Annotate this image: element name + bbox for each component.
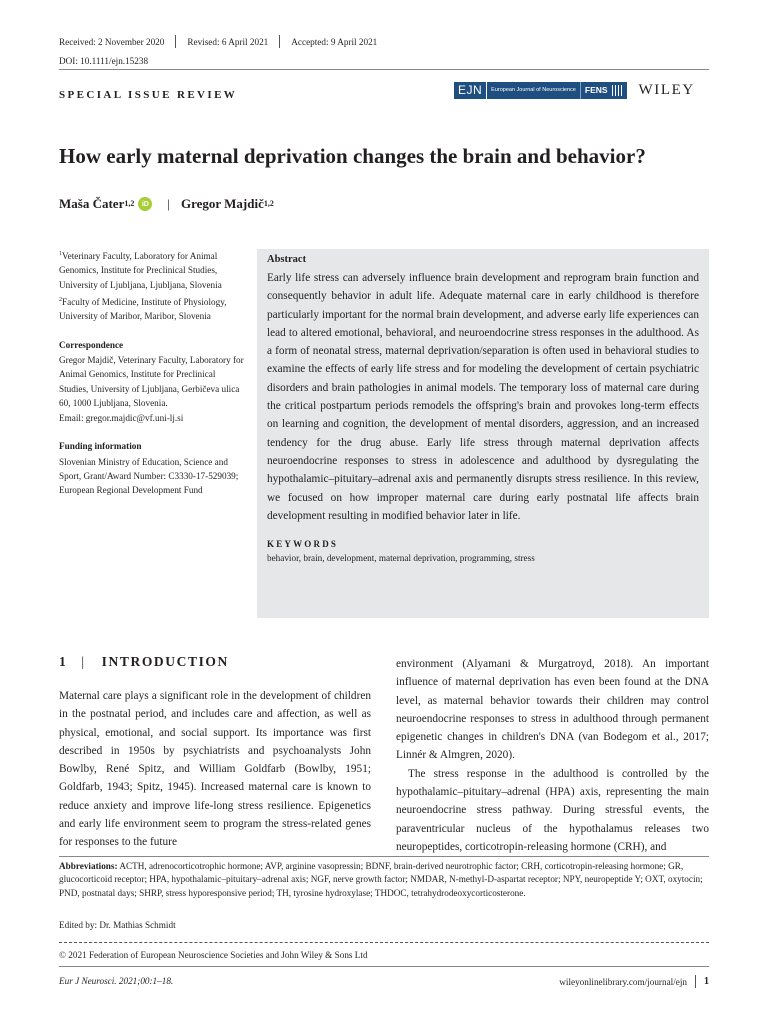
footnote-rule [59, 856, 709, 857]
affiliation-1-num: 1 [59, 251, 62, 257]
correspondence-email[interactable]: Email: gregor.majdic@vf.uni-lj.si [59, 413, 184, 424]
sidebar [59, 247, 247, 499]
fens-logo: FENS [580, 82, 612, 99]
affiliation-2-num: 2 [59, 296, 62, 303]
received-date: Received: 2 November 2020 [59, 36, 165, 47]
affiliation-2 [59, 293, 247, 324]
author-separator: | [167, 196, 170, 211]
wiley-logo: WILEY [638, 82, 695, 98]
article-title: How early maternal deprivation changes the brain and behavior? [59, 144, 646, 168]
affiliation-2-text: Faculty of Medicine, Institute of Physiology, University of Maribor, Maribor, Slovenia [59, 297, 227, 322]
abstract-heading: Abstract [267, 254, 307, 265]
doi[interactable]: DOI: 10.1111/ejn.15238 [59, 56, 149, 66]
intro-right-column [396, 655, 709, 856]
keywords-list: behavior, brain, development, maternal deprivation, programming, stress [267, 553, 535, 564]
divider [279, 35, 280, 48]
section-number: 1 [59, 654, 68, 669]
author-2[interactable]: Gregor Majdič [180, 196, 264, 211]
author-1[interactable]: Maša Čater [59, 196, 125, 211]
correspondence-heading: Correspondence [59, 339, 124, 350]
introduction-heading [59, 654, 229, 670]
ejn-logo-short: EJN [454, 82, 487, 99]
affiliation-1 [59, 247, 247, 292]
author-line [59, 196, 274, 212]
abbreviations-label: Abbreviations: [59, 861, 118, 871]
section-separator: | [81, 654, 86, 669]
divider [175, 35, 176, 48]
ejn-logo [454, 82, 627, 99]
ejn-logo-full: European Journal of Neuroscience [491, 87, 576, 93]
article-dates [59, 35, 377, 48]
divider [695, 975, 696, 988]
abbreviations [59, 860, 709, 900]
correspondence-text: Gregor Majdič, Veterinary Faculty, Laboratory for Animal Genomics, Institute for Preclinical Studies, University of Ljubljana, Gerbičeva ulica 60, 1000 Ljubljana, Slovenia. [59, 354, 244, 408]
keywords-heading: KEYWORDS [267, 539, 339, 550]
copyright: © 2021 Federation of European Neuroscience Societies and John Wiley & Sons Ltd [59, 950, 368, 960]
page-footer [480, 975, 709, 988]
footer-rule [59, 966, 709, 967]
journal-logos [454, 82, 695, 99]
intro-paragraph-2: The stress response in the adulthood is controlled by the hypothalamic–pituitary–adrenal (HPA) axis, representing the main neuroendocrine stress pathway. During stressful events, the paraventricular nucleus of the hypothalamus releases two neuropeptides, corticotropin-releasing hormone (CRH), and [396, 767, 709, 853]
funding-text: Slovenian Ministry of Education, Science and Sport, Grant/Award Number: C3330-17-529039; European Regional Development Fund [59, 456, 239, 496]
revised-date: Revised: 6 April 2021 [187, 36, 269, 47]
dashed-rule [59, 942, 709, 943]
orcid-icon[interactable]: iD [138, 197, 152, 211]
fens-mark-icon [612, 85, 624, 96]
citation: Eur J Neurosci. 2021;00:1–18. [59, 976, 174, 986]
page-number: 1 [704, 976, 709, 987]
abstract-text: Early life stress can adversely influence brain development and reprogram brain function and consequently behavior in adult life. Adequate maternal care in early childhood is therefore particularly important for the normal brain development, and adverse early life experiences can lead to altered emotional, behavioral, and neuroendocrine stress responses in the adulthood. As a form of neonatal stress, maternal deprivation/separation is often used in behavioral studies to examine the effects of early life stress and for modeling the development of certain psychiatric disorders and brain pathologies in animal models. The temporary loss of maternal care during the critical postpartum periods remodels the offspring's brain and provokes long-term effects on learning and cognition, the development of mental disorders, aggression, and an increased tendency for the drug abuse. Early life stress through maternal deprivation affects neuroendocrine responses to stress in adolescence and adulthood by dysregulating the hypothalamic–pituitary–adrenal axis and permanently disrupts stress resilience. In this review, we focused on how improper maternal care during early postnatal life affects brain development resulting in modified behavior later in life. [267, 272, 699, 522]
author-1-affil: 1,2 [124, 198, 135, 208]
intro-paragraph-continued: environment (Alyamani & Murgatroyd, 2018). An important influence of maternal deprivation has even been found at the DNA level, as maternal behavior towards their children may control neuroendocrine responses to stress in adulthood through permanent epigenetic changes in children's DNA (van Bodegom et al., 2017; Linnér & Almgren, 2020). [396, 658, 709, 762]
edited-by: Edited by: Dr. Mathias Schmidt [59, 920, 176, 930]
intro-left-column [59, 687, 371, 852]
section-title: INTRODUCTION [101, 654, 229, 669]
author-2-affil: 1,2 [263, 198, 274, 208]
intro-paragraph-1: Maternal care plays a significant role in the development of children in the postnatal period, and includes care and affection, as well as physical, emotional, and social support. Its importance was first described in 1950s by psychiatrists and psychoanalysts John Bowlby, René Spitz, and William Goldfarb (Bowlby, 1951; Goldfarb, 1943; Spitz, 1945). Increased maternal care is known to reduce anxiety and improve life-long stress resilience. Epigenetics and early life environment seem to program the stress-related genes for responses to the future [59, 690, 371, 849]
journal-url[interactable]: wileyonlinelibrary.com/journal/ejn [559, 976, 687, 987]
abstract-box [257, 249, 709, 618]
abbreviations-text: ACTH, adrenocorticotrophic hormone; AVP, arginine vasopressin; BDNF, brain-derived neurotrophic factor; CRH, corticotropin-releasing hormone; GR, glucocorticoid receptor; HPA, hypothalamic–pituitary–adrenal axis; NGF, nerve growth factor; NMDAR, N-methyl-D-aspartat receptor; NPY, neuropeptide Y; OXT, oxytocin; PND, postnatal days; SHRP, stress hyporesponsive period; TH, tyrosine hydroxylase; THDOC, tetrahydrodeoxycorticosterone. [59, 861, 703, 898]
affiliation-1-text: Veterinary Faculty, Laboratory for Animal Genomics, Institute for Preclinical Studies, University of Ljubljana, Ljubljana, Slovenia [59, 251, 222, 290]
section-kicker: SPECIAL ISSUE REVIEW [59, 89, 238, 101]
accepted-date: Accepted: 9 April 2021 [291, 36, 378, 47]
funding-heading: Funding information [59, 441, 142, 452]
header-rule [59, 69, 709, 70]
